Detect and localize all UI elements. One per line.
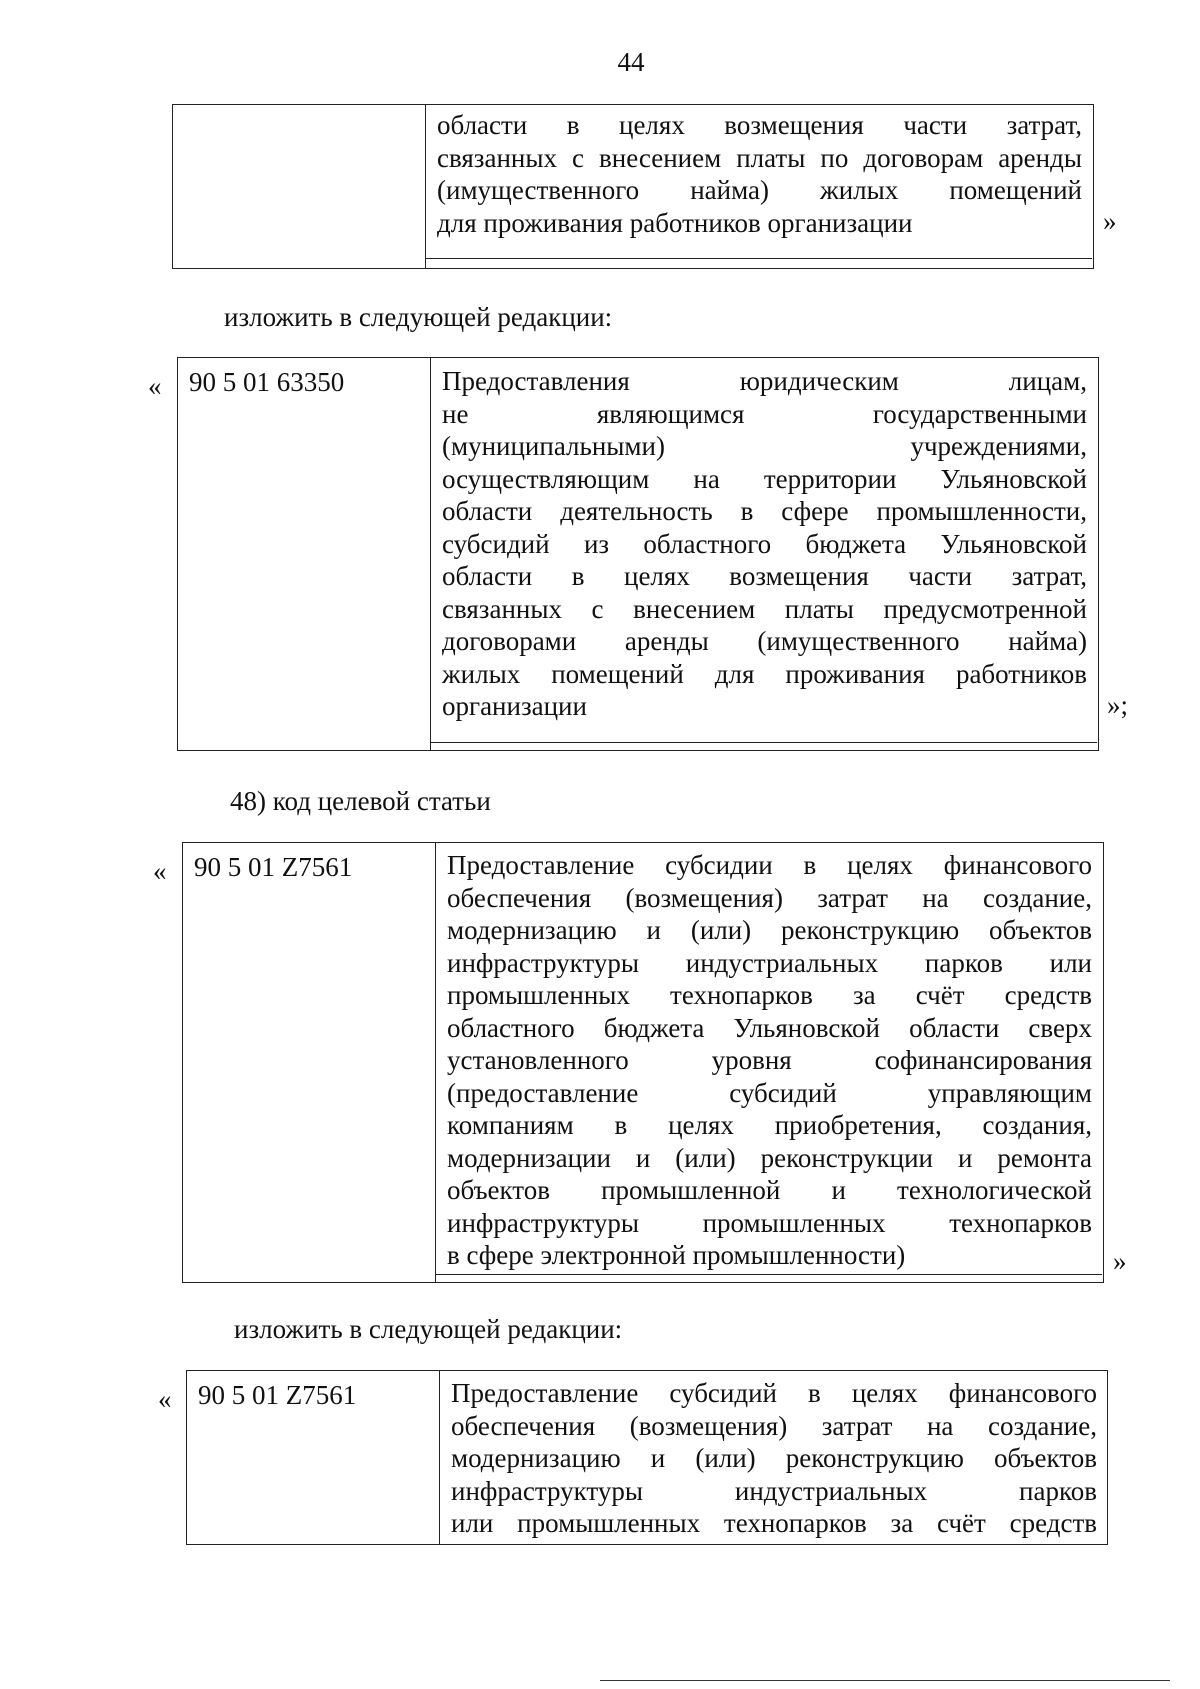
description-line: Предоставление субсидий в целях финансового — [451, 1378, 1097, 1408]
section-heading: 48) код целевой статьи — [230, 786, 491, 816]
description-line: области в целях возмещения части затрат, — [437, 110, 1082, 140]
description-line: (предоставление субсидий управляющим — [447, 1077, 1092, 1108]
description-cell — [440, 1371, 1107, 1544]
description-line: компаниям в целях приобретения, создания, — [447, 1110, 1092, 1140]
description-line: инфраструктуры индустриальных парков — [451, 1475, 1097, 1506]
description-line: связанных с внесением платы по договорам аренды — [437, 142, 1082, 173]
description-line: или промышленных технопарков за счёт средств — [451, 1508, 1097, 1538]
page-number: 44 — [617, 47, 645, 77]
description-line: для проживания работников организации — [437, 207, 913, 238]
description-line: жилых помещений для проживания работников — [442, 658, 1087, 689]
description-line: (муниципальными) учреждениями, — [442, 431, 1087, 461]
code-cell: 90 5 01 Z7561 — [183, 843, 436, 1282]
description-line: модернизации и (или) реконструкции и ремонта — [447, 1142, 1092, 1173]
opening-quote: « — [153, 856, 167, 886]
code-cell: 90 5 01 Z7561 — [187, 1371, 440, 1544]
description-line: Предоставление субсидии в целях финансового — [447, 850, 1092, 880]
page-bottom-rule — [600, 1680, 1170, 1681]
instruction-text: изложить в следующей редакции: — [234, 1314, 623, 1344]
description-line: договорами аренды (имущественного найма) — [442, 626, 1087, 656]
code-cell — [173, 105, 426, 268]
closing-quote: » — [1103, 206, 1117, 236]
description-line: организации — [442, 691, 587, 721]
budget-code-table-3 — [182, 842, 1104, 1283]
description-line: объектов промышленной и технологической — [447, 1175, 1092, 1205]
description-line: областного бюджета Ульяновской области сверх — [447, 1012, 1092, 1043]
description-line: не являющимся государственными — [442, 398, 1087, 429]
description-line: Предоставления юридическим лицам, — [442, 366, 1087, 396]
opening-quote: « — [148, 371, 162, 401]
description-line: субсидий из областного бюджета Ульяновской — [442, 528, 1087, 559]
closing-quote: »; — [1107, 690, 1129, 720]
description-line: области деятельность в сфере промышленности, — [442, 496, 1087, 526]
description-cell — [426, 105, 1092, 259]
budget-code-table-4 — [186, 1370, 1108, 1545]
description-line: в сфере электронной промышленности) — [447, 1240, 906, 1270]
description-line: осуществляющим на территории Ульяновской — [442, 463, 1087, 494]
description-line: обеспечения (возмещения) затрат на создание, — [447, 882, 1092, 913]
description-line: обеспечения (возмещения) затрат на создание, — [451, 1410, 1097, 1441]
description-line: модернизацию и (или) реконструкцию объектов — [447, 915, 1092, 945]
opening-quote: « — [158, 1384, 172, 1414]
description-line: инфраструктуры промышленных технопарков — [447, 1207, 1092, 1238]
description-cell — [431, 358, 1097, 743]
description-line: установленного уровня софинансирования — [447, 1045, 1092, 1075]
instruction-text: изложить в следующей редакции: — [224, 302, 613, 332]
budget-code-table-2 — [177, 357, 1099, 751]
description-line: (имущественного найма) жилых помещений — [437, 175, 1082, 205]
description-line: связанных с внесением платы предусмотренной — [442, 593, 1087, 624]
description-line: инфраструктуры индустриальных парков или — [447, 947, 1092, 978]
budget-code-table-1 — [172, 104, 1094, 269]
description-line: модернизацию и (или) реконструкцию объектов — [451, 1443, 1097, 1473]
description-cell — [436, 843, 1102, 1275]
code-cell: 90 5 01 63350 — [178, 358, 431, 750]
description-line: промышленных технопарков за счёт средств — [447, 980, 1092, 1010]
closing-quote: » — [1113, 1246, 1127, 1276]
description-line: области в целях возмещения части затрат, — [442, 561, 1087, 591]
